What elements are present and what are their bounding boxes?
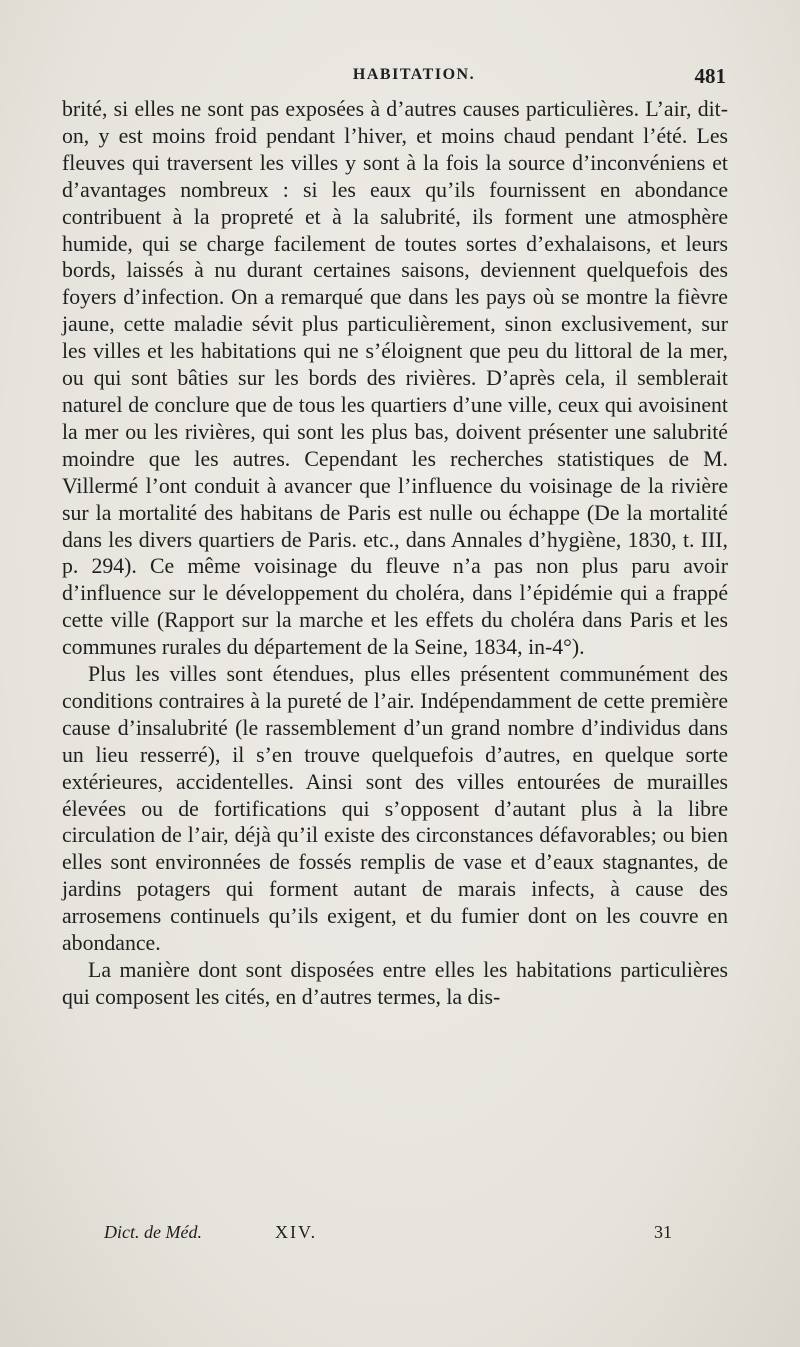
paragraph-habitations: La manière dont sont disposées entre elles les habitations particulières qui composent les cités, en d’autres termes, la dis- <box>62 958 728 1009</box>
running-head: HABITATION. <box>352 66 476 83</box>
paragraph-cities-size: Plus les villes sont étendues, plus elles présentent communément des conditions contraires à la pureté de l’air. Indépendamment de cette première cause d’insalubrité (le rassemblement d’un grand nombre d’individus dans un lieu resserré), il s’en trouve quelquefois d’autres, en quelque sorte extérieures, accidentelles. Ainsi sont des villes entourées de murailles élevées ou de fortifications qui s’opposent d’autant plus à la libre circulation de l’air, déjà qu’il existe des circonstances défavorables; ou bien elles sont environnées de fossés remplis de vase et d’eaux stagnantes, de jardins potagers qui forment autant de marais infects, à cause des arrosemens continuels qu’ils exigent, et du fumier dont on les couvre en abondance. <box>62 662 728 956</box>
page-header <box>62 64 726 88</box>
page-number: 481 <box>694 64 726 88</box>
signature-number: 31 <box>654 1222 672 1242</box>
paragraph-continued: brité, si elles ne sont pas exposées à d’autres causes particulières. L’air, dit-on, y est moins froid pendant l’hiver, et moins chaud pendant l’été. Les fleuves qui traversent les villes y sont à la fois la source d’inconvéniens et d’avantages nombreux : si les eaux qu’ils fournissent en abondance contribuent à la propreté et à la salubrité, ils forment une atmosphère humide, qui se charge facilement de toutes sortes d’exhalaisons, et leurs bords, laissés à nu durant certaines saisons, deviennent quelquefois des foyers d’infection. On a remarqué que dans les pays où se montre la fièvre jaune, cette maladie sévit plus particulièrement, sinon exclusivement, sur les villes et les habitations qui ne s’éloignent que peu du littoral de la mer, ou qui sont bâties sur les bords des rivières. D’après cela, il semblerait naturel de conclure que de tous les quartiers d’une ville, ceux qui avoisinent la mer ou les rivières, qui sont les plus bas, doivent présenter une salubrité moindre que les autres. Cependant les recherches statistiques de M. Villermé l’ont conduit à avancer que l’influence du voisinage de la rivière sur la mortalité des habitans de Paris est nulle ou échappe (De la mortalité dans les divers quartiers de Paris. etc., dans Annales d’hygiène, 1830, t. III, p. 294). Ce même voisinage du fleuve n’a pas non plus paru avoir d’influence sur le développement du choléra, dans l’épidémie qui a frappé cette ville (Rapport sur la marche et les effets du choléra dans Paris et les communes rurales du département de la Seine, 1834, in-4°). <box>62 97 728 660</box>
signature-volume: XIV. <box>275 1222 318 1242</box>
page-footer <box>62 1222 672 1246</box>
signature-left: Dict. de Méd. <box>104 1222 202 1242</box>
body-text <box>62 96 728 1011</box>
